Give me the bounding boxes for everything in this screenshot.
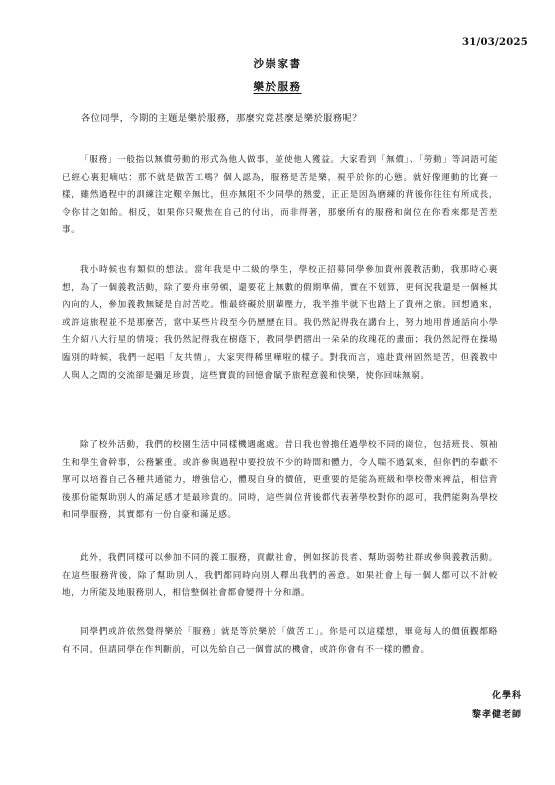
letter-title-text: 樂於服務: [253, 81, 302, 93]
signature-name: 黎孝健老師: [471, 710, 522, 720]
body-paragraph-4: 此外，我們同樣可以參加不同的義工服務，貢獻社會，例如探訪長者、幫助弱勢社群或參與義教活動。在這些服務背後，除了幫助別人，我們都同時向別人釋出我們的善意。如果社會上每一個人都可以不計較地，力所能及地服務別人，相信整個社會都會變得十分和諧。: [62, 553, 498, 599]
body-paragraph-5: 同學們或許依然覺得樂於「服務」就是等於樂於「做苦工」。你是可以這樣想，畢竟每人的價值觀都略有不同，但請同學在作判斷前，可以先給自己一個嘗試的機會，或許你會有不一樣的體會。: [62, 627, 498, 655]
letter-title: [0, 79, 555, 94]
intro-paragraph: 各位同學，今期的主題是樂於服務，那麼究竟甚麼是樂於服務呢？: [81, 113, 362, 124]
body-paragraph-2: 我小時候也有類似的想法。當年我是中二級的學生，學校正招募同學參加貴州義教活動，我那時心裏想，為了一個義教活動，除了要舟車勞頓，還要花上無數的假期準備，實在不划算，更何況我還是一個極其內向的人，參加義教無疑是自討苦吃。惟最終礙於朋輩壓力，我半推半就下也踏上了貴州之旅。回想過來，或許這旅程並不是那麼苦，當中某些片段至今仍歷歷在目。我仍然記得我在講台上，努力地用普通話向小學生介紹八大行星的情境；我仍然記得我在樹蔭下，教同學們摺出一朵朵的玫瑰花的畫面；我仍然記得在操場臨別的時候，我們一起唱「友共情」，大家哭得稀里嘩啦的樣子。對我而言，遠赴貴州固然是苦，但義教中人與人之間的交流卻是彌足珍貴，這些寶貴的回憶會賦予旅程意義和快樂，使你回味無窮。: [62, 265, 498, 381]
letter-heading: 沙崇家書: [253, 58, 302, 70]
body-paragraph-1: 「服務」一般指以無償勞動的形式為他人做事，並使他人獲益。大家看到「無償」、「勞動」等詞語可能已經心裏犯嘀咕：那不就是做苦工嗎？個人認為，服務是苦是樂，視乎於你的心態。就好像運動的比賽一樣，雖然過程中的訓練注定艱辛無比，但亦無阻不少同學的熱愛，正正是因為磨練的背後你往往有所成長，令你甘之如飴。相反，如果你只聚焦在自己的付出，而非得著，那麼所有的服務和崗位在你看來都是苦差事。: [62, 155, 498, 236]
signature-department: 化學科: [491, 691, 522, 701]
body-paragraph-3: 除了校外活動，我們的校園生活中同樣機遇處處。昔日我也曾擔任過學校不同的崗位，包括班長、領袖生和學生會幹事，公務繁重。或許參與過程中要投放不少的時間和體力，令人喘不過氣來，但你們的奉獻不單可以培養自己各種共通能力，增強信心，體現自身的價值，更重要的是能為班級和學校帶來裨益，相信背後那份能幫助別人的滿足感才是最珍貴的。同時，這些崗位背後都代表著學校對你的認可，我們能夠為學校和同學服務，其實都有一份自豪和滿足感。: [62, 440, 498, 521]
letter-date: 31/03/2025: [462, 37, 528, 48]
